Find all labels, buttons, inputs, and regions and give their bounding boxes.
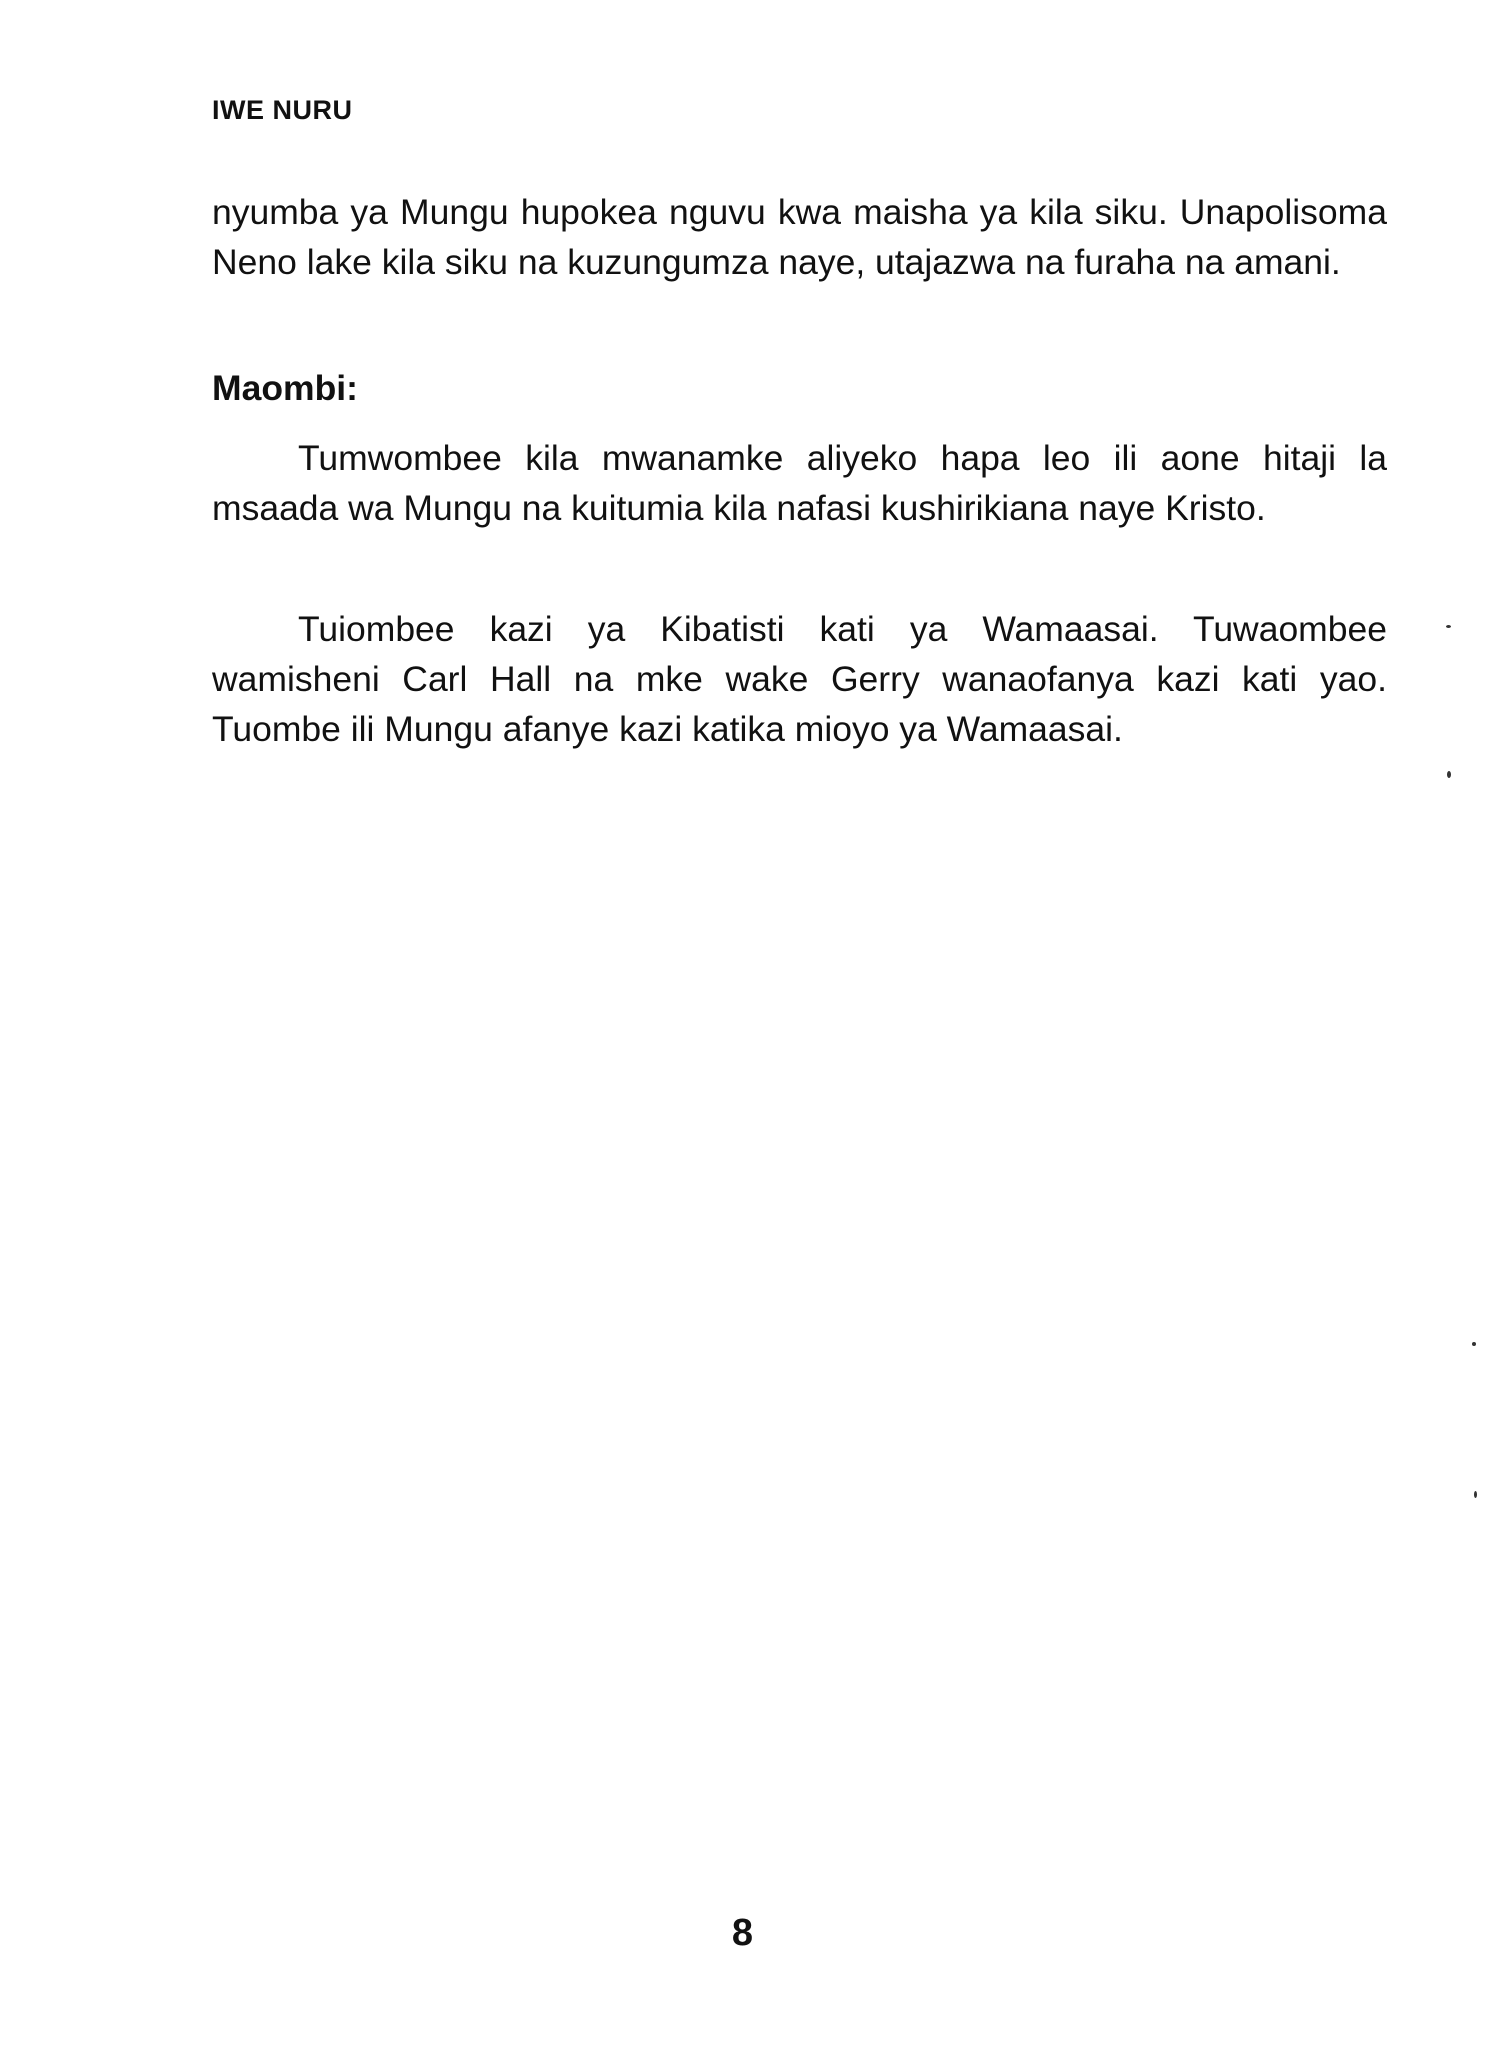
prayer-paragraph-2: Tuiombee kazi ya Kibatisti kati ya Wamaasai. Tuwaombee wamisheni Carl Hall na mke wake Gerry wanaofanya kazi kati yao. Tuombe ili Mungu afanye kazi katika mioyo ya Wamaasai. [212,609,1387,749]
running-head: IWE NURU [212,95,353,125]
prayer-paragraph-1: Tumwombee kila mwanamke aliyeko hapa leo ili aone hitaji la msaada wa Mungu na kuitumia kila nafasi kushirikiana naye Kristo. [212,438,1387,528]
page-number: 8 [731,1912,754,1954]
intro-paragraph: nyumba ya Mungu hupokea nguvu kwa maisha ya kila siku. Unapolisoma Neno lake kila siku na kuzungumza naye, utajazwa na furaha na amani. [212,192,1387,282]
section-heading: Maombi: [212,368,358,408]
scan-speck [1446,625,1451,628]
scan-speck [1447,771,1451,778]
scan-speck [1472,1342,1476,1346]
scan-speck [1474,1491,1477,1498]
